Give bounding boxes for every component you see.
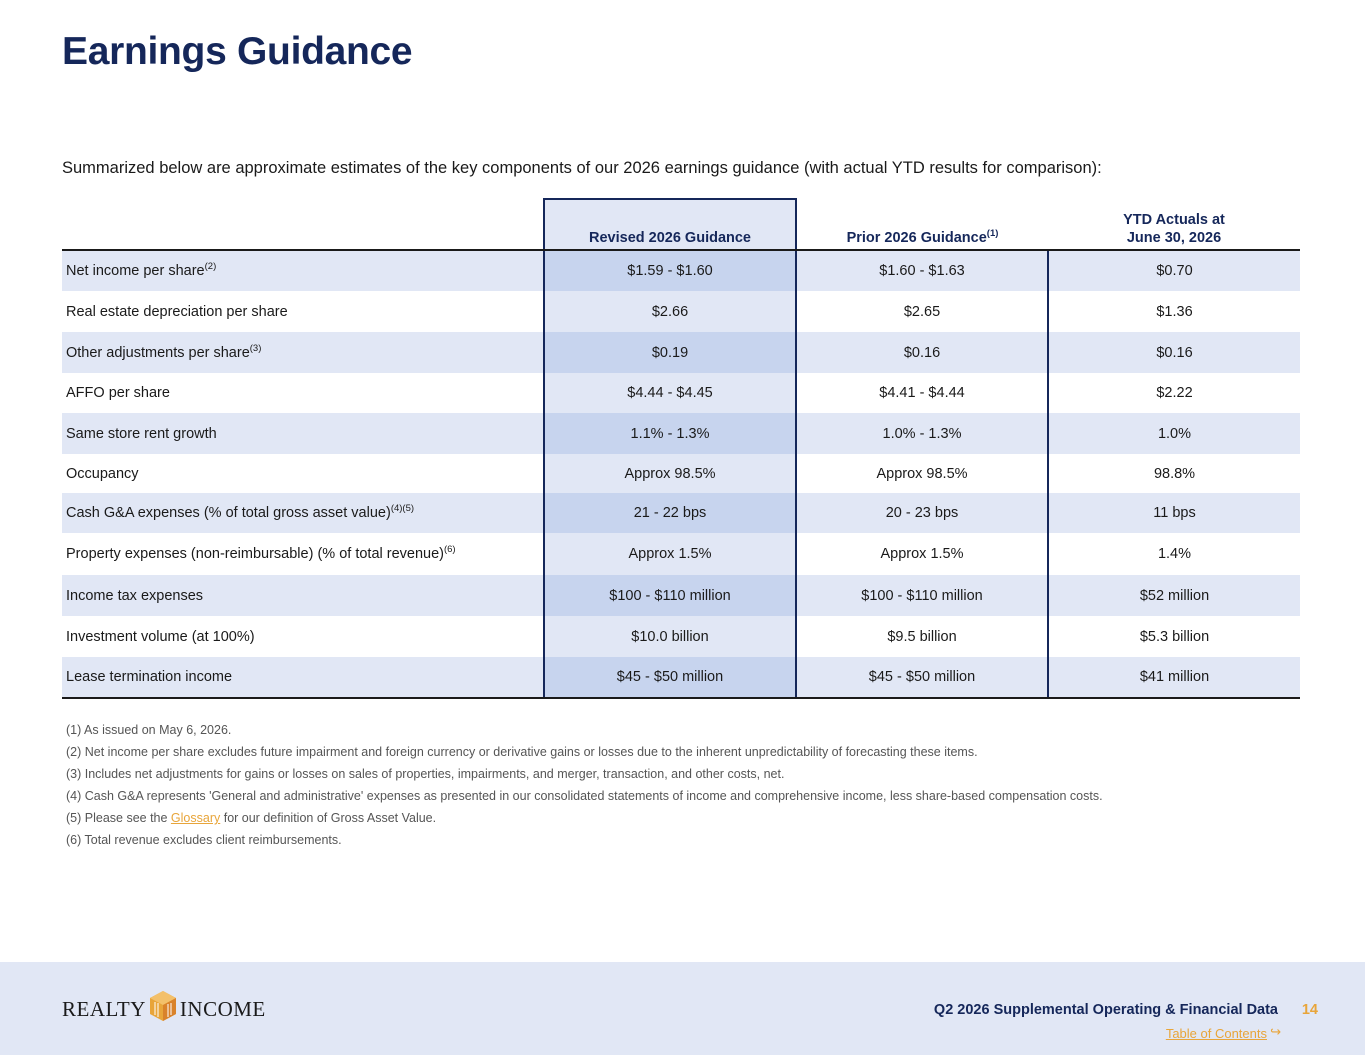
guidance-table (62, 198, 1300, 699)
row-label-text: Net income per share (66, 263, 205, 279)
ytd-actual-cell: 98.8% (1153, 465, 1196, 482)
table-row (62, 291, 1300, 332)
revised-guidance-cell: 21 - 22 bps (544, 493, 796, 533)
row-label-footnote-ref: (6) (443, 544, 456, 555)
glossary-link[interactable]: Glossary (170, 811, 221, 825)
row-label-footnote-ref: (2) (204, 261, 217, 272)
prior-guidance-cell: 1.0% - 1.3% (796, 413, 1048, 454)
return-arrow-icon[interactable]: ↪ (1270, 1024, 1281, 1039)
row-label (62, 454, 544, 493)
table-of-contents-link[interactable]: Table of Contents (1165, 1026, 1267, 1041)
logo-text-right: INCOME (179, 996, 266, 1021)
row-label-text: AFFO per share (66, 385, 170, 401)
prior-guidance-cell: $1.60 - $1.63 (796, 250, 1048, 291)
header-prior-sup: (1) (986, 228, 999, 239)
ytd-actual-cell: $41 million (1048, 657, 1300, 698)
footnote-5-suffix: for our definition of Gross Asset Value. (220, 811, 437, 825)
footnote-3: (3) Includes net adjustments for gains or losses on sales of properties, impairments, and merger, transaction, and other costs, net. (66, 767, 785, 781)
header-prior-guidance (796, 199, 1048, 250)
footer-title: Q2 2026 Supplemental Operating & Financial Data (933, 1002, 1278, 1018)
prior-guidance-cell: $0.16 (796, 332, 1048, 373)
logo-text-left: REALTY (62, 996, 146, 1021)
ytd-actual-cell: 1.0% (1048, 413, 1300, 454)
header-ytd-line2: June 30, 2026 (1126, 230, 1222, 246)
row-label-text: Real estate depreciation per share (66, 303, 288, 320)
table-row (62, 657, 1300, 698)
ytd-actual-cell: $1.36 (1156, 303, 1193, 320)
ytd-actual-cell: $0.16 (1048, 332, 1300, 373)
revised-guidance-cell: Approx 1.5% (544, 533, 796, 575)
footnote-2: (2) Net income per share excludes future impairment and foreign currency or derivative gains or losses due to the inherent unpredictability of forecasting these items. (66, 745, 978, 759)
header-blank (62, 199, 544, 250)
prior-guidance-cell: Approx 98.5% (796, 454, 1048, 493)
prior-guidance-cell: 20 - 23 bps (796, 493, 1048, 533)
row-label-text: Income tax expenses (66, 587, 204, 604)
revised-guidance-cell: $2.66 (544, 291, 796, 332)
revised-guidance-cell: $1.59 - $1.60 (544, 250, 796, 291)
table-row (62, 454, 1300, 493)
row-label (62, 413, 544, 454)
prior-guidance-cell: $9.5 billion (796, 616, 1048, 657)
row-label (62, 332, 544, 373)
revised-guidance-cell: $0.19 (544, 332, 796, 373)
row-label-text: Other adjustments per share (66, 344, 250, 361)
header-revised-guidance: Revised 2026 Guidance (544, 199, 796, 250)
row-label (62, 575, 544, 616)
prior-guidance-cell: $100 - $110 million (796, 575, 1048, 616)
row-label-text: Occupancy (66, 465, 139, 482)
row-label (62, 373, 544, 413)
table-row (62, 250, 1300, 291)
row-label-text: Property expenses (non-reimbursable) (% of total revenue) (66, 546, 444, 562)
row-label-text: Lease termination income (66, 669, 233, 685)
page-number: 14 (1301, 1002, 1318, 1018)
intro-text: Summarized below are approximate estimates of the key components of our 2026 earnings guidance (with actual YTD results for comparison): (62, 159, 1102, 177)
row-label (62, 533, 544, 575)
row-label (62, 657, 544, 698)
footer-band (0, 962, 1365, 1055)
footnote-6: (6) Total revenue excludes client reimbursements. (66, 833, 342, 847)
row-label (62, 616, 544, 657)
revised-guidance-cell: $45 - $50 million (544, 657, 796, 698)
prior-guidance-cell: $4.41 - $4.44 (796, 373, 1048, 413)
table-row (62, 616, 1300, 657)
table-row (62, 332, 1300, 373)
header-ytd-line1: YTD Actuals at (1123, 212, 1225, 228)
ytd-actual-cell: $2.22 (1156, 385, 1193, 401)
prior-guidance-cell: Approx 1.5% (796, 533, 1048, 575)
logo-mark-icon (150, 991, 176, 1027)
revised-guidance-cell: $100 - $110 million (544, 575, 796, 616)
table-row (62, 373, 1300, 413)
footnote-1: (1) As issued on May 6, 2026. (66, 723, 232, 737)
prior-guidance-cell: $45 - $50 million (796, 657, 1048, 698)
revised-guidance-cell: $10.0 billion (544, 616, 796, 657)
ytd-actual-cell: 11 bps (1048, 493, 1300, 533)
row-label-footnote-ref: (3) (249, 342, 262, 354)
ytd-actual-cell: 1.4% (1157, 546, 1192, 562)
table-row (62, 575, 1300, 616)
footnote-5 (66, 807, 1296, 829)
page-title: Earnings Guidance (62, 30, 413, 73)
prior-guidance-cell: $2.65 (796, 291, 1048, 332)
header-prior-label: Prior 2026 Guidance (846, 230, 987, 246)
realty-income-logo (62, 993, 266, 1025)
row-label (62, 250, 544, 291)
row-label (62, 493, 544, 533)
header-ytd-actuals (1048, 199, 1300, 250)
ytd-actual-cell: $52 million (1048, 575, 1300, 616)
table-row (62, 413, 1300, 454)
row-label-footnote-ref: (4)(5) (390, 503, 415, 514)
row-label-text: Cash G&A expenses (% of total gross asset value) (66, 505, 391, 521)
row-label-text: Same store rent growth (66, 425, 217, 442)
ytd-actual-cell: $0.70 (1048, 250, 1300, 291)
table-row (62, 533, 1300, 575)
row-label (62, 291, 544, 332)
footnotes (66, 719, 1296, 851)
footnote-4: (4) Cash G&A represents 'General and administrative' expenses as presented in our consolidated statements of income and comprehensive income, less share-based compensation costs. (66, 789, 1103, 803)
revised-guidance-cell: $4.44 - $4.45 (544, 373, 796, 413)
footnote-5-prefix: (5) Please see the (66, 811, 171, 825)
row-label-text: Investment volume (at 100%) (66, 628, 255, 645)
ytd-actual-cell: $5.3 billion (1139, 628, 1210, 645)
revised-guidance-cell: 1.1% - 1.3% (544, 413, 796, 454)
revised-guidance-cell: Approx 98.5% (544, 454, 796, 493)
table-header-row (62, 199, 1300, 250)
table-row (62, 493, 1300, 533)
